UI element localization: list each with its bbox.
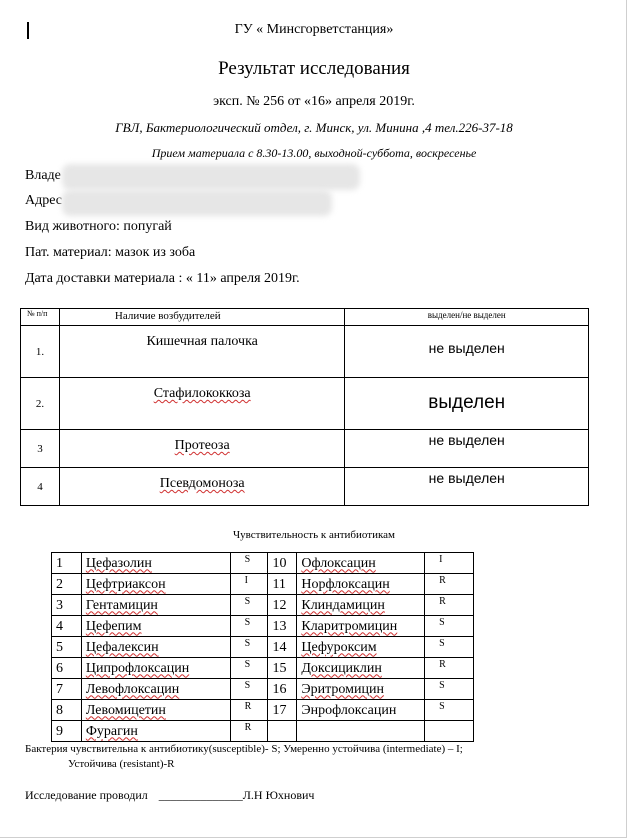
- table-row: [52, 574, 474, 595]
- legend-line-2: Устойчива (resistant)-R: [68, 758, 175, 770]
- table-row: [52, 679, 474, 700]
- antibiotic-name: Цефалексин: [85, 639, 159, 655]
- redacted-address: [62, 190, 332, 216]
- exp-line: эксп. № 256 от «16» апреля 2019г.: [213, 94, 415, 109]
- pathogen-table-header: [21, 309, 589, 326]
- antibiotic-number: 12: [268, 595, 297, 616]
- table-row: [52, 700, 474, 721]
- sensitivity-mark: S: [425, 700, 474, 721]
- antibiotic-name: Ципрофлоксацин: [85, 660, 190, 676]
- sensitivity-mark: I: [230, 574, 268, 595]
- pathogen-name: Кишечная палочка: [59, 326, 345, 378]
- header-number: № п/п: [21, 309, 60, 326]
- row-number: 4: [21, 468, 60, 506]
- antibiotic-number: 9: [52, 721, 82, 742]
- legend-line-1: Бактерия чувствительна к антибиотику(susceptible)- S; Умеренно устойчива (intermediate) – I;: [25, 743, 463, 755]
- antibiotic-name: Цефепим: [85, 618, 142, 634]
- table-row: [52, 637, 474, 658]
- sensitivity-mark: S: [230, 679, 268, 700]
- antibiotic-number: 1: [52, 553, 82, 574]
- sensitivity-mark: R: [230, 700, 268, 721]
- sensitivity-mark: S: [230, 616, 268, 637]
- antibiotic-number: 10: [268, 553, 297, 574]
- delivery-line: Дата доставки материала : « 11» апреля 2019г.: [25, 271, 300, 286]
- antibiotic-number: 16: [268, 679, 297, 700]
- antibiotic-number: 11: [268, 574, 297, 595]
- antibiotic-name: Левомицетин: [85, 702, 166, 718]
- researcher-name: Л.Н Юхнович: [242, 788, 315, 802]
- sensitivity-mark: S: [230, 637, 268, 658]
- sensitivity-mark: S: [230, 658, 268, 679]
- antibiotic-name: Кларитромицин: [301, 618, 398, 634]
- sensitivity-mark: S: [425, 679, 474, 700]
- table-row: [52, 616, 474, 637]
- antibiotic-number: 3: [52, 595, 82, 616]
- address-label: Адрес: [25, 193, 63, 208]
- row-number: 1.: [21, 326, 60, 378]
- pathogen-result: не выделен: [345, 430, 589, 468]
- antibiotic-number: 15: [268, 658, 297, 679]
- antibiotic-number: 14: [268, 637, 297, 658]
- table-row: [21, 468, 589, 506]
- table-row: [52, 595, 474, 616]
- document-title: Результат исследования: [218, 58, 410, 79]
- pathogen-name: Протеоза: [174, 438, 230, 453]
- pathogen-table: [20, 308, 589, 506]
- antibiotic-name: Гентамицин: [85, 597, 158, 613]
- antibiotic-name: Клиндамицин: [301, 597, 385, 613]
- antibiotic-name: Цефазолин: [85, 555, 152, 571]
- sensitivity-mark: S: [425, 616, 474, 637]
- schedule-line: Прием материала с 8.30-13.00, выходной-суббота, воскресенье: [151, 146, 477, 160]
- antibiotic-name: Левофлоксацин: [85, 681, 180, 697]
- table-row: [21, 326, 589, 378]
- antibiotic-number: 6: [52, 658, 82, 679]
- antibiotic-name: Офлоксацин: [301, 555, 376, 571]
- sensitivity-mark: R: [425, 658, 474, 679]
- antibiotic-number: 4: [52, 616, 82, 637]
- owner-label: Владе: [25, 168, 61, 183]
- pathogen-result: выделен: [345, 378, 589, 430]
- antibiotic-number: 13: [268, 616, 297, 637]
- lab-line: ГВЛ, Бактериологический отдел, г. Минск, ул. Минина ,4 тел.226-37-18: [115, 120, 513, 135]
- row-number: 3: [21, 430, 60, 468]
- researcher-line: [25, 788, 314, 803]
- pathogen-name: Стафилококкоза: [153, 386, 251, 401]
- antibiotic-number: [268, 721, 297, 742]
- sensitivity-mark: I: [425, 553, 474, 574]
- animal-line: Вид животного: попугай: [25, 219, 172, 234]
- table-row: [21, 378, 589, 430]
- table-row: [52, 553, 474, 574]
- organization-name: ГУ « Минсгорветстанция»: [234, 22, 394, 37]
- researcher-blank: ______________: [158, 788, 243, 802]
- header-pathogens: Наличие возбудителей: [59, 309, 345, 326]
- header-result: выделен/не выделен: [345, 309, 589, 326]
- antibiotic-number: 7: [52, 679, 82, 700]
- sensitivity-mark: S: [230, 553, 268, 574]
- table-row: [52, 721, 474, 742]
- pathogen-name: Псевдомоноза: [159, 476, 245, 491]
- antibiotic-name: Эритромицин: [301, 681, 384, 697]
- sensitivity-mark: S: [230, 595, 268, 616]
- antibiotic-number: 2: [52, 574, 82, 595]
- antibiotic-name: Цефтриаксон: [85, 576, 166, 592]
- sensitivity-mark: S: [425, 637, 474, 658]
- row-number: 2.: [21, 378, 60, 430]
- antibiotic-name: Доксициклин: [301, 660, 382, 676]
- antibiotic-number: 5: [52, 637, 82, 658]
- pathogen-result: не выделен: [345, 326, 589, 378]
- table-row: [21, 430, 589, 468]
- sensitivity-mark: R: [425, 574, 474, 595]
- antibiotic-name: Цефуроксим: [301, 639, 377, 655]
- antibiotic-name: Фурагин: [85, 723, 138, 739]
- researcher-label: Исследование проводил: [25, 788, 148, 802]
- antibiotic-name: Энрофлоксацин: [301, 702, 397, 718]
- table-row: [52, 658, 474, 679]
- redacted-owner: [62, 164, 360, 190]
- antibiotic-number: 8: [52, 700, 82, 721]
- sensitivity-mark: [425, 721, 474, 742]
- antibiotics-title: Чувствительность к антибиотикам: [233, 529, 395, 541]
- material-line: Пат. материал: мазок из зоба: [25, 245, 196, 260]
- sensitivity-mark: R: [425, 595, 474, 616]
- antibiotic-name: Норфлоксацин: [301, 576, 390, 592]
- antibiotic-number: 17: [268, 700, 297, 721]
- pathogen-result: не выделен: [345, 468, 589, 506]
- antibiotics-table: [51, 552, 474, 742]
- sensitivity-mark: R: [230, 721, 268, 742]
